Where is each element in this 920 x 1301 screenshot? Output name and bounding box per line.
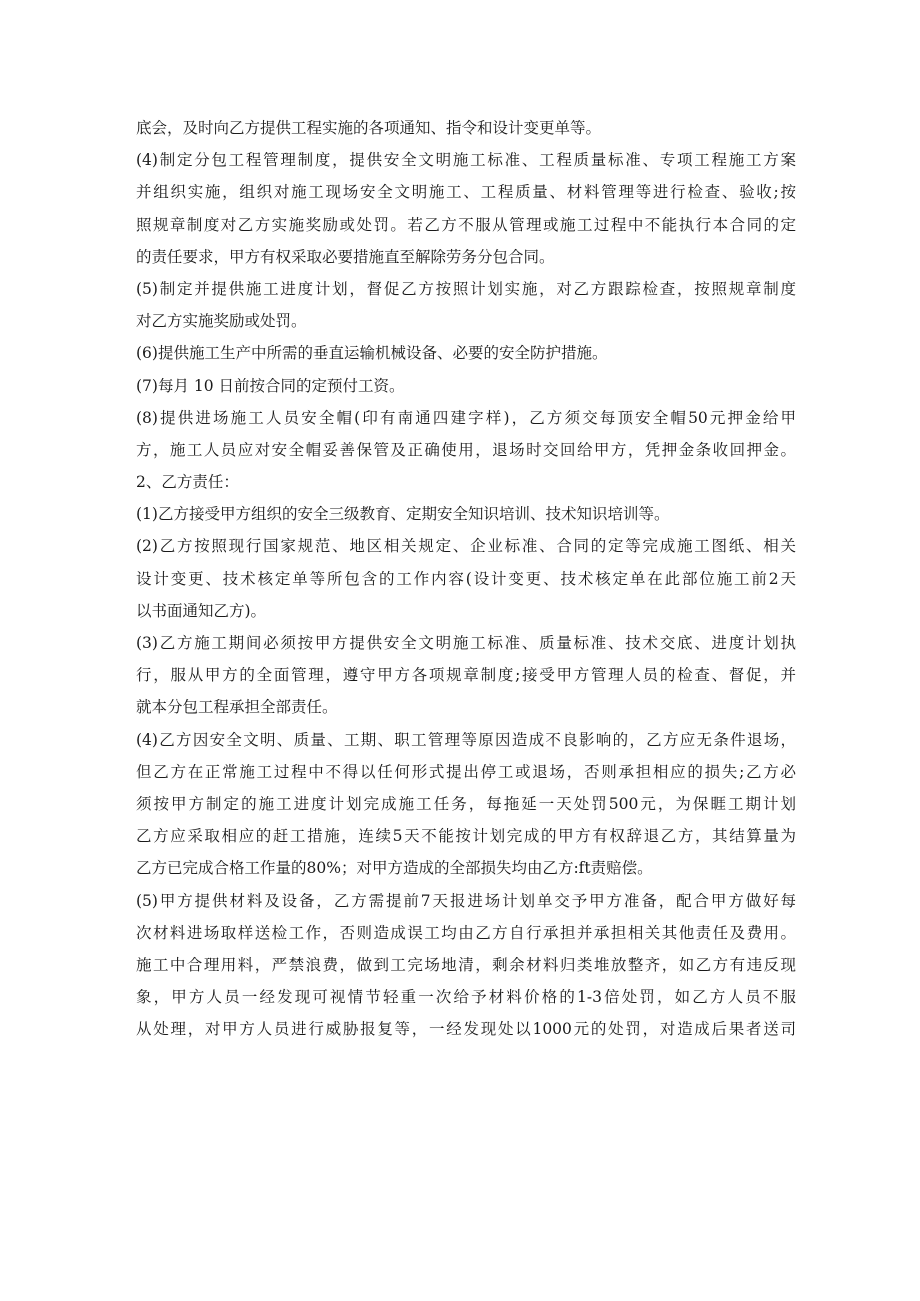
text-line: (5)制定并提供施工进度计划，督促乙方按照计划实施，对乙方跟踪检查，按照规章制度 — [136, 279, 796, 298]
text-line: (5)甲方提供材料及设备，乙方需提前7天报进场计划单交予甲方准备，配合甲方做好每 — [136, 891, 796, 910]
text-line: 底会，及时向乙方提供工程实施的各项通知、指令和设计变更单等。 — [136, 119, 602, 137]
text-line: 行，服从甲方的全面管理，遵守甲方各项规章制度;接受甲方管理人员的检查、督促，并 — [136, 666, 796, 685]
text-line: 施工中合理用料，严禁浪费，做到工完场地清，剩余材料归类堆放整齐，如乙方有违反现 — [136, 955, 796, 974]
text-line: 并组织实施，组织对施工现场安全文明施工、工程质量、材料管理等进行检查、验收;按 — [136, 183, 796, 202]
text-line: 设计变更、技术核定单等所包含的工作内容(设计变更、技术核定单在此部位施工前2天 — [136, 569, 796, 588]
text-line: 象，甲方人员一经发现可视情节轻重一次给予材料价格的1-3倍处罚，如乙方人员不服 — [136, 988, 796, 1007]
text-line: 但乙方在正常施工过程中不得以任何形式提出停工或退场，否则承担相应的损失;乙方必 — [136, 762, 796, 781]
text-line: (1)乙方接受甲方组织的安全三级教育、定期安全知识培训、技术知识培训等。 — [136, 505, 670, 524]
text-line: (7)每月 10 日前按合同的定预付工资。 — [136, 376, 405, 395]
text-line: 方，施工人员应对安全帽妥善保管及正确使用，退场时交回给甲方，凭押金条收回押金。 — [136, 440, 796, 459]
text-line: (4)制定分包工程管理制度，提供安全文明施工标准、工程质量标准、专项工程施工方案 — [136, 151, 796, 170]
text-line: 以书面通知乙方)。 — [136, 601, 267, 620]
text-line: 乙方应采取相应的赶工措施，连续5天不能按计划完成的甲方有权辞退乙方，其结算量为 — [136, 827, 796, 846]
text-line: 的责任要求，甲方有权采取必要措施直至解除劳务分包合同。 — [136, 247, 555, 266]
section-heading: 2、乙方责任： — [136, 473, 239, 492]
text-line: 从处理，对甲方人员进行威胁报复等，一经发现处以1000元的处罚，对造成后果者送司 — [136, 1020, 796, 1039]
text-line: (3)乙方施工期间必须按甲方提供安全文明施工标准、质量标准、技术交底、进度计划执 — [136, 634, 796, 652]
text-line: (6)提供施工生产中所需的垂直运输机械设备、必要的安全防护措施。 — [136, 344, 608, 363]
text-line: 照规章制度对乙方实施奖励或处罚。若乙方不服从管理或施工过程中不能执行本合同的定 — [136, 215, 796, 234]
text-line: (8)提供进场施工人员安全帽(印有南通四建字样)，乙方须交每顶安全帽50元押金给甲 — [136, 408, 796, 427]
text-line: 对乙方实施奖励或处罚。 — [136, 312, 307, 331]
text-line: 乙方已完成合格工作量的80%；对甲方造成的全部损失均由乙方:ft责赔偿。 — [136, 859, 653, 878]
text-line: (4)乙方因安全文明、质量、工期、职工管理等原因造成不良影响的，乙方应无条件退场， — [136, 730, 796, 749]
text-line: 就本分包工程承担全部责任。 — [136, 698, 338, 717]
document-body — [136, 112, 796, 1045]
text-line: 须按甲方制定的施工进度计划完成施工任务，每拖延一天处罚500元，为保睚工期计划 — [136, 794, 796, 813]
text-line: 次材料进场取样送检工作，否则造成误工均由乙方自行承担并承担相关其他责任及费用。 — [136, 923, 796, 942]
text-line: (2)乙方按照现行国家规范、地区相关规定、企业标准、合同的定等完成施工图纸、相关 — [136, 537, 796, 556]
